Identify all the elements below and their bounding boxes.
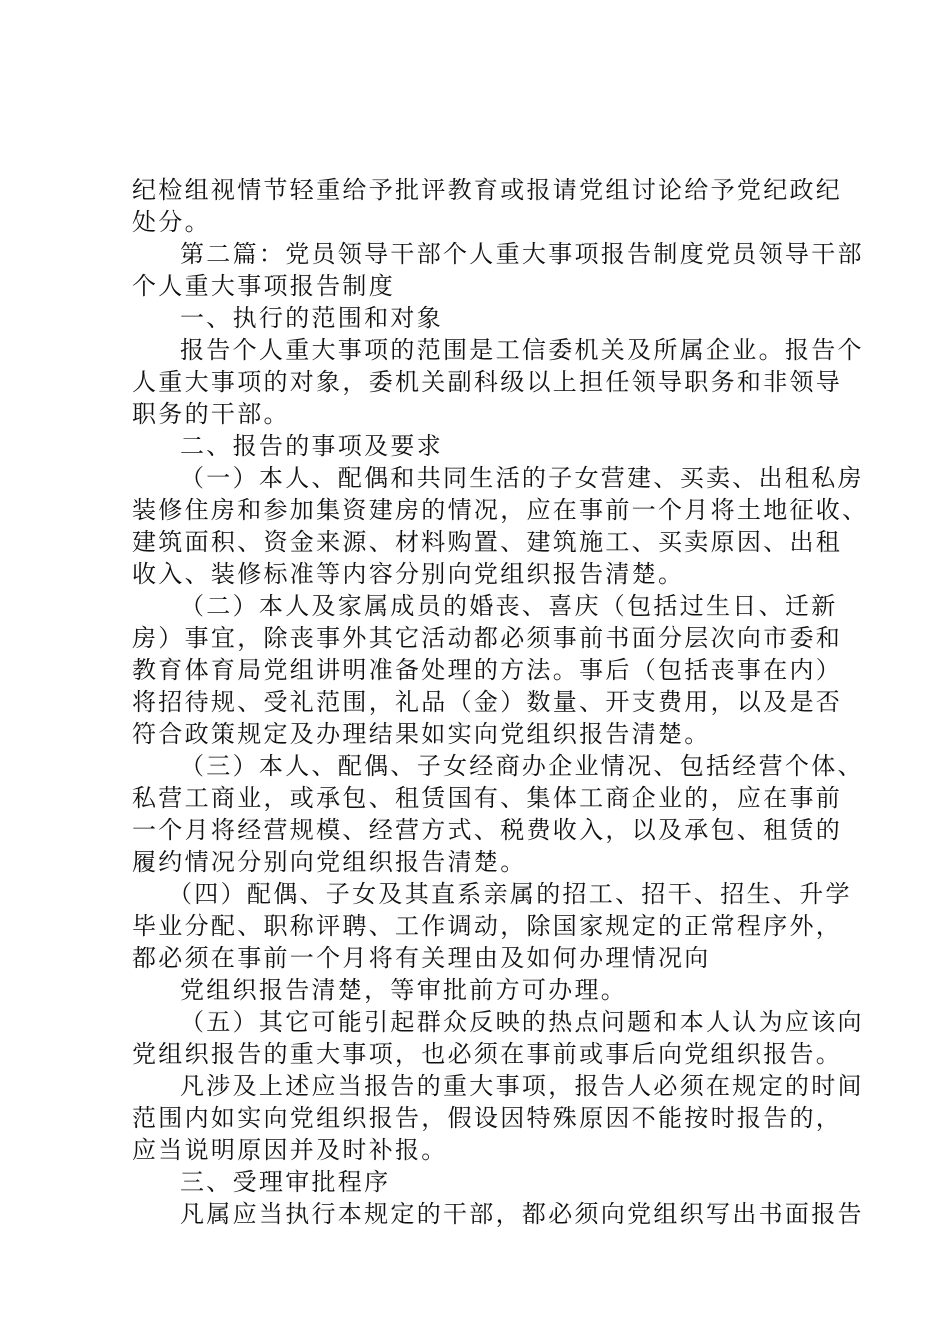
list-item-4: （四）配偶、子女及其直系亲属的招工、招干、招生、升学 [168,880,852,908]
body-line: 私营工商业，或承包、租赁国有、集体工商企业的，应在事前 [132,784,843,812]
body-line: 收入、装修标准等内容分别向党组织报告清楚。 [132,560,685,588]
body-line: 凡涉及上述应当报告的重大事项，报告人必须在规定的时间 [180,1072,864,1100]
body-line: 符合政策规定及办理结果如实向党组织报告清楚。 [132,720,711,748]
document-body [132,174,869,1230]
body-line: 职务的干部。 [132,400,290,428]
body-line: 履约情况分别向党组织报告清楚。 [132,848,527,876]
subheading: 一、执行的范围和对象 [180,304,443,332]
body-line: 毕业分配、职称评聘、工作调动，除国家规定的正常程序外， [132,912,843,940]
list-item-1: （一）本人、配偶和共同生活的子女营建、买卖、出租私房 [180,464,864,492]
body-line: 人重大事项的对象，委机关副科级以上担任领导职务和非领导 [132,368,843,396]
body-line: 纪检组视情节轻重给予批评教育或报请党组讨论给予党纪政纪 [132,176,843,204]
list-item-2: （二）本人及家属成员的婚丧、喜庆（包括过生日、迁新 [180,592,838,620]
body-line: 处分。 [132,208,211,236]
body-line: 教育体育局党组讲明准备处理的方法。事后（包括丧事在内） [132,656,843,684]
body-line: 都必须在事前一个月将有关理由及如何办理情况向 [132,944,711,972]
body-line: 范围内如实向党组织报告，假设因特殊原因不能按时报告的， [132,1104,843,1132]
body-line: 将招待规、受礼范围，礼品（金）数量、开支费用，以及是否 [132,688,843,716]
body-line: 党组织报告的重大事项，也必须在事前或事后向党组织报告。 [132,1040,843,1068]
list-item-5: （五）其它可能引起群众反映的热点问题和本人认为应该向 [180,1008,864,1036]
body-line: 房）事宜，除丧事外其它活动都必须事前书面分层次向市委和 [132,624,843,652]
section-heading-cont: 个人重大事项报告制度 [132,272,395,300]
body-line: 装修住房和参加集资建房的情况，应在事前一个月将土地征收、 [132,496,869,524]
body-line: 一个月将经营规模、经营方式、税费收入，以及承包、租赁的 [132,816,843,844]
body-line: 报告个人重大事项的范围是工信委机关及所属企业。报告个 [180,336,864,364]
body-line: 凡属应当执行本规定的干部，都必须向党组织写出书面报告 [180,1200,864,1228]
section-heading: 第二篇：党员领导干部个人重大事项报告制度党员领导干部 [180,240,864,268]
body-line: 应当说明原因并及时补报。 [132,1136,448,1164]
list-item-3: （三）本人、配偶、子女经商办企业情况、包括经营个体、 [180,752,864,780]
body-line: 党组织报告清楚，等审批前方可办理。 [180,976,628,1004]
subheading: 二、报告的事项及要求 [180,432,443,460]
subheading: 三、受理审批程序 [180,1168,391,1196]
body-line: 建筑面积、资金来源、材料购置、建筑施工、买卖原因、出租 [132,528,843,556]
